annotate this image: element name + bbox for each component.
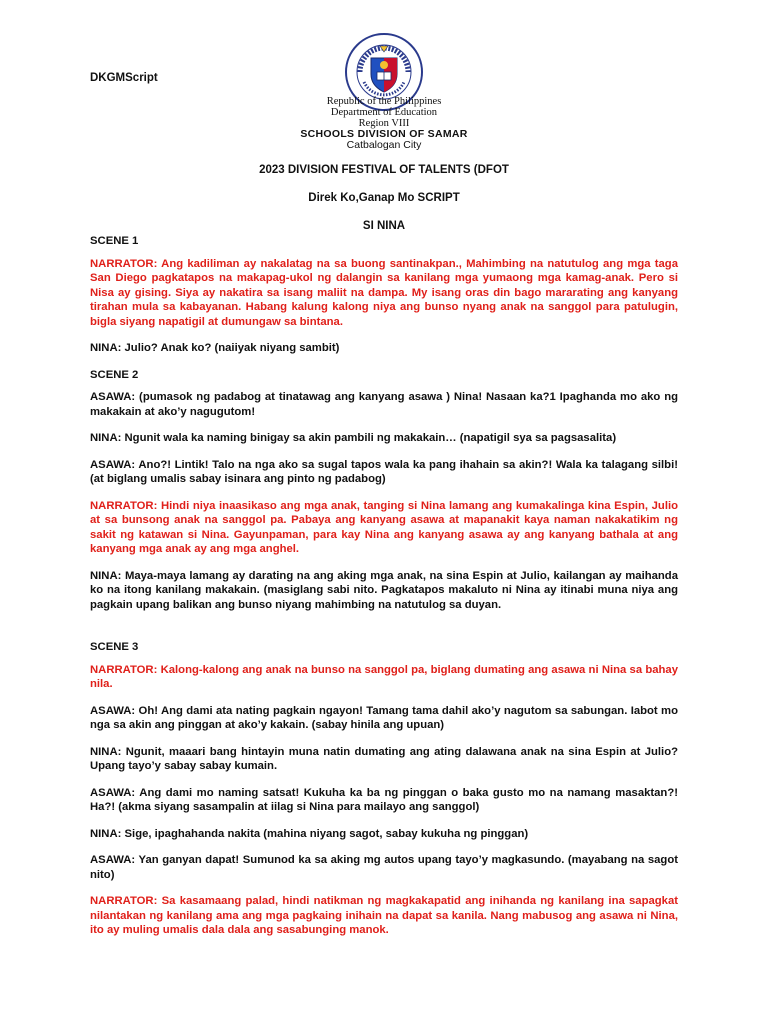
dialogue-paragraph: ASAWA: Yan ganyan dapat! Sumunod ka sa aking mg autos upang tayo’y magkasundo. (mayabang na sagot nito) — [90, 854, 678, 881]
dialogue-paragraph: NINA: Sige, ipaghahanda nakita (mahina niyang sagot, sabay kukuha ng pinggan) — [90, 827, 529, 840]
dialogue-paragraph: ASAWA: (pumasok ng padabog at tinatawag ang kanyang asawa ) Nina! Nasaan ka?1 Ipaghanda mo ako ng makakain at ako’y nagugutom! — [90, 391, 678, 418]
department-line: Department of Education — [330, 107, 438, 118]
narrator-paragraph: NARRATOR: Ang kadiliman ay nakalatag na sa buong santinakpan., Mahimbing na natutulog ang mga taga San Diego pagkatapos na makapag-ukol ng dalangin sa kanilang mga yumaong mga kamag-anak. Pero si Nisa ay gising. Siya ay nakatira sa isang maliit na dampa. My isang oras din bago mararating ang kanyang tirahan mula sa kabayanan. Habang kalung kalong niya ang bunso nyang anak na sanggol para patulugin, bigla siyang napatigil at dumungaw sa bintana. — [90, 257, 678, 328]
republic-line: Republic of the Philippines — [326, 96, 442, 107]
letterhead — [0, 96, 768, 151]
event-title: 2023 DIVISION FESTIVAL OF TALENTS (DFOT — [259, 164, 509, 176]
document-label: DKGMScript — [90, 72, 158, 84]
narrator-paragraph: NARRATOR: Sa kasamaang palad, hindi natikman ng magkakapatid ang inihanda ng kanilang ina sapagkat nilantakan ng kanilang ama ang mga pagkaing inihain na dapat sa kanila. Nang mabusog ang asawa ni Nina, ito ay muling umalis dala dala ang sasabunging manok. — [90, 895, 678, 936]
division-line: SCHOOLS DIVISION OF SAMAR — [300, 128, 468, 140]
dialogue-paragraph: ASAWA: Ang dami mo naming satsat! Kukuha ka ba ng pinggan o baka gusto mo na namang masaktan?! Ha?! (akma siyang sasampalin at iilag si Nina para mailayo ang sanggol) — [90, 786, 678, 813]
narrator-paragraph: NARRATOR: Kalong-kalong ang anak na bunso na sanggol pa, biglang dumating ang asawa ni Nina sa bahay nila. — [90, 663, 678, 690]
dialogue-paragraph: NINA: Maya-maya lamang ay darating na ang aking mga anak, na sina Espin at Julio, kailangan ay maihanda ko na itong kanilang makakain. (masiglang sabi nito. Pagkatapos makaluto ni Nina ay itinabi muna niya ang pagkain upang balikan ang bunso niyang mahimbing na natutulog sa duyan. — [90, 569, 678, 611]
scene-heading: SCENE 2 — [90, 368, 139, 381]
script-title: Direk Ko,Ganap Mo SCRIPT — [308, 192, 460, 204]
dialogue-paragraph: NINA: Julio? Anak ko? (naiiyak niyang sambit) — [90, 342, 340, 354]
script-body — [90, 234, 678, 950]
dialogue-paragraph: ASAWA: Oh! Ang dami ata nating pagkain ngayon! Tamang tama dahil ako’y nagutom sa sabungan. Iabot mo nga sa akin ang pinggan at ako’y kakain. (sabay hinila ang upuan) — [90, 704, 678, 731]
dialogue-paragraph: NINA: Ngunit wala ka naming binigay sa akin pambili ng makakain… (napatigil sya sa pagsasalita) — [90, 432, 617, 444]
narrator-paragraph: NARRATOR: Hindi niya inaasikaso ang mga anak, tanging si Nina lamang ang kumakalinga kina Espin, Julio at sa bunsong anak na sanggol pa. Pabaya ang kanyang asawa at mapanakit kaya naman nakakatikim ng sakit ng katawan si Nina. Gayunpaman, para kay Nina ang kanyang asawa ay ang kanyang bathala at ang kanyang mga anak ay ang mga anghel. — [90, 499, 678, 555]
city-line: Catbalogan City — [346, 139, 422, 151]
play-title: SI NINA — [362, 220, 406, 232]
dialogue-paragraph: ASAWA: Ano?! Lintik! Talo na nga ako sa sugal tapos wala ka pang ihahain sa akin?! Wala ka talagang silbi! (at biglang umalis sabay isinara ang pinto ng padabog) — [90, 458, 678, 485]
dialogue-paragraph: NINA: Ngunit, maaari bang hintayin muna natin dumating ang ating dalawana anak na sina Espin at Julio? Upang tayo’y sabay sabay kumain. — [90, 745, 678, 772]
region-line: Region VIII — [358, 118, 410, 129]
scene-heading: SCENE 1 — [90, 235, 139, 247]
scene-heading: SCENE 3 — [90, 641, 139, 653]
